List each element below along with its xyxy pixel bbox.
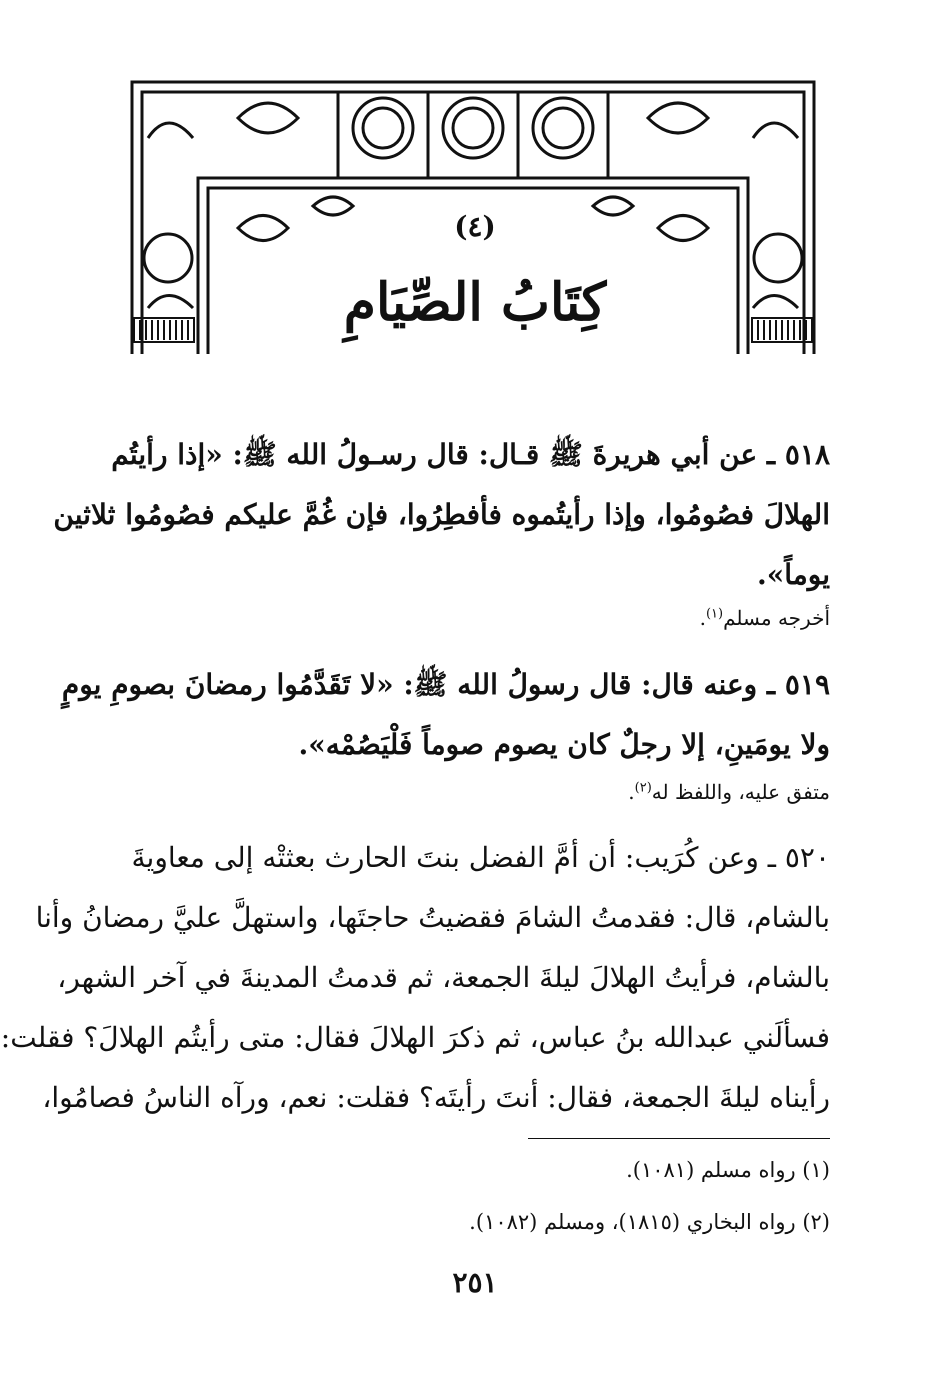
hadith-reference	[700, 606, 830, 630]
hadith-519	[61, 655, 830, 775]
hadith-line: ولا يومَينِ، إلا رجلٌ كان يصوم صوماً فَلْيَصُمْه».	[298, 728, 830, 761]
hadith-reference	[628, 780, 830, 804]
hadith-line: بالشام، قال: فقدمتُ الشامَ فقضيتُ حاجتَها، واستهلَّ عليَّ رمضانُ وأنا	[35, 901, 830, 934]
hadith-line: ٥١٩ ـ وعنه قال: قال رسولُ الله ﷺ: «لا تَقَدَّمُوا رمضانَ بصومِ يومٍ	[61, 668, 830, 701]
hadith-line: فسألَني عبدالله بنُ عباس، ثم ذكرَ الهلالَ فقال: متى رأيتُم الهلالَ؟ فقلت:	[0, 1021, 830, 1054]
hadith-line: رأيناه ليلةَ الجمعة، فقال: أنتَ رأيتَه؟ فقلت: نعم، ورآه الناسُ فصامُوا،	[42, 1081, 830, 1114]
hadith-518	[53, 425, 830, 605]
hadith-line: بالشام، فرأيتُ الهلالَ ليلةَ الجمعة، ثم قدمتُ المدينةَ في آخر الشهر،	[57, 961, 830, 994]
hadith-line: ٥٢٠ ـ وعن كُرَيب: أن أمَّ الفضل بنتَ الحارث بعثتْه إلى معاويةَ	[131, 841, 830, 874]
reference-text: أخرجه مسلم	[723, 606, 830, 630]
footnote-2: (٢) رواه البخاري (١٨١٥)، ومسلم (١٠٨٢).	[469, 1210, 830, 1234]
page-number: ٢٥١	[452, 1266, 498, 1299]
chapter-title: كِتَابُ الصِّيَامِ	[343, 272, 607, 333]
hadith-line: يوماً».	[756, 558, 830, 591]
footnote-separator	[528, 1138, 830, 1139]
footnote-marker: (١)	[705, 606, 724, 622]
reference-text: متفق عليه، واللفظ له	[651, 780, 830, 804]
reference-end: .	[699, 606, 706, 630]
footnote-marker: (٢)	[634, 780, 652, 796]
chapter-number: (٤)	[454, 210, 496, 243]
hadith-line: ٥١٨ ـ عن أبي هريرةَ ﷺ قـال: قال رسـولُ الله ﷺ: «إذا رأيتُم	[111, 438, 830, 471]
hadith-line: الهلالَ فصُومُوا، وإذا رأيتُموه فأفطِرُوا، فإن غُمَّ عليكم فصُومُوا ثلاثين	[53, 498, 830, 531]
footnote-1: (١) رواه مسلم (١٠٨١).	[626, 1158, 830, 1182]
reference-end: .	[628, 780, 635, 804]
hadith-520	[0, 828, 830, 1128]
